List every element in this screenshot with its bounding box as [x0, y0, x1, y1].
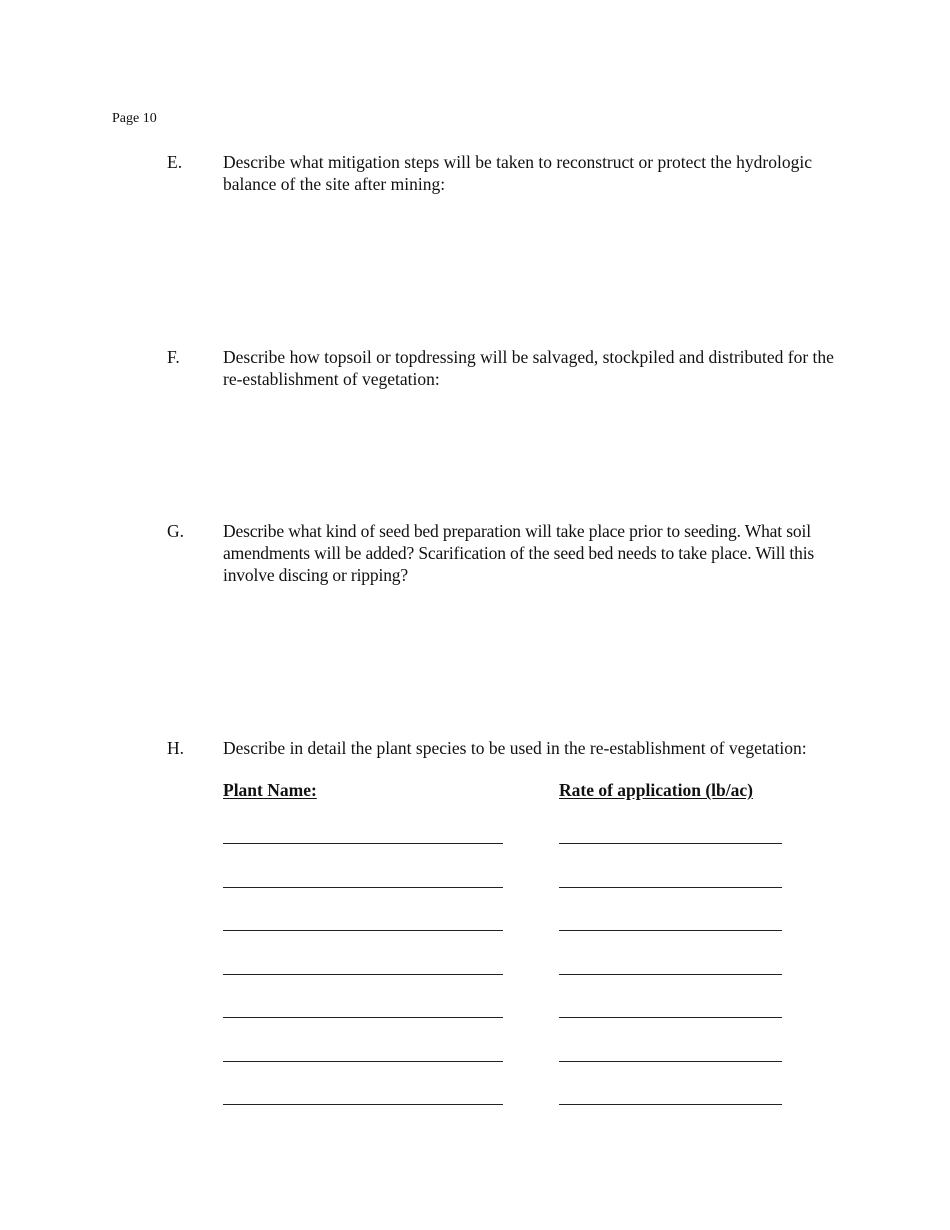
question-g-text: Describe what kind of seed bed preparation will take place prior to seeding. What soil amendments will be added? Scarification of the seed bed needs to take place. Will this involve discing or ripping? [223, 521, 815, 585]
question-f [167, 346, 847, 390]
rate-blank-line[interactable] [559, 974, 782, 975]
rate-blank-line[interactable] [559, 1061, 782, 1062]
rate-blank-line[interactable] [559, 930, 782, 931]
question-e-letter: E. [167, 152, 183, 172]
plant-name-blank-line[interactable] [223, 887, 503, 888]
question-f-letter: F. [167, 347, 180, 367]
question-f-text: Describe how topsoil or topdressing will be salvaged, stockpiled and distributed for the re-establishment of vegetation: [223, 347, 834, 389]
rate-of-application-header: Rate of application (lb/ac) [559, 780, 753, 800]
question-g-letter: G. [167, 521, 185, 541]
question-h [167, 737, 847, 759]
plant-name-blank-line[interactable] [223, 974, 503, 975]
plant-name-blank-line[interactable] [223, 1061, 503, 1062]
plant-name-blank-line[interactable] [223, 843, 503, 844]
question-h-letter: H. [167, 738, 185, 758]
rate-blank-line[interactable] [559, 1104, 782, 1105]
rate-blank-line[interactable] [559, 1017, 782, 1018]
question-e [167, 151, 847, 195]
page-number: Page 10 [112, 111, 157, 126]
plant-name-blank-line[interactable] [223, 1017, 503, 1018]
question-h-text: Describe in detail the plant species to be used in the re-establishment of vegetation: [223, 738, 807, 758]
plant-name-header: Plant Name: [223, 780, 317, 800]
plant-name-blank-line[interactable] [223, 930, 503, 931]
plant-name-blank-line[interactable] [223, 1104, 503, 1105]
question-g [167, 520, 847, 586]
rate-blank-line[interactable] [559, 843, 782, 844]
question-e-text: Describe what mitigation steps will be taken to reconstruct or protect the hydrologic balance of the site after mining: [223, 152, 813, 194]
rate-blank-line[interactable] [559, 887, 782, 888]
